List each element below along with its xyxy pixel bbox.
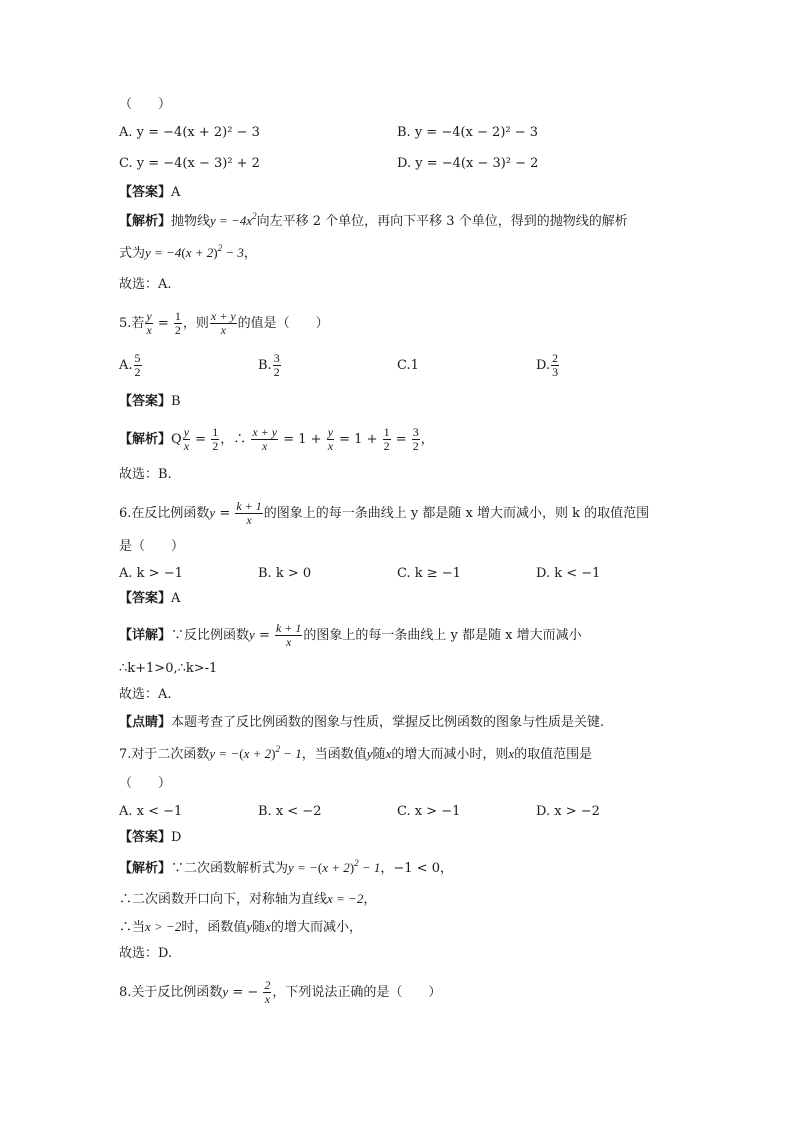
fraction: $\frac{2}{x}$: [264, 978, 271, 1006]
fraction: $\frac{y}{x}$: [183, 425, 190, 453]
q7-option-c: C. x > −1: [397, 804, 461, 819]
q6-stem-line2: 是（ ）: [119, 539, 185, 554]
text: Q: [171, 432, 182, 447]
analysis-label: 【解析】: [119, 432, 172, 447]
math-expr: y: [249, 627, 255, 642]
fraction: $\frac{k + 1}{x}$: [275, 621, 302, 649]
fraction: $\frac{1}{2}$: [212, 425, 219, 453]
answer-label: 【答案】: [119, 185, 172, 200]
math-expr: $y = -4(x + 2)^2 - 3$: [145, 243, 244, 260]
q4-option-d: D. y = −4(x − 3)² − 2: [397, 156, 539, 171]
math-var: x: [385, 746, 392, 761]
q5-option-c: C.1: [397, 358, 419, 373]
label: D.: [536, 358, 551, 373]
text: 5.若: [119, 316, 145, 331]
text: 的增大而减小，: [270, 920, 362, 935]
text: 随: [372, 747, 386, 762]
text: 的图象上的每一条曲线上 y 都是随 x 增大而减小，则 k 的取值范围: [263, 506, 650, 521]
label: A.: [119, 358, 133, 373]
text: 6.在反比例函数: [119, 506, 210, 521]
text: ∴二次函数开口向下，对称轴为直线: [119, 892, 328, 907]
fraction: $\frac{3}{2}$: [273, 351, 280, 379]
math-expr: y: [209, 505, 216, 520]
answer-value: D: [171, 830, 182, 845]
detail-label: 【详解】: [119, 628, 172, 643]
analysis-label: 【解析】: [119, 861, 172, 876]
q4-paren: （ ）: [119, 97, 172, 112]
text: ，: [420, 432, 434, 447]
text: ∵二次函数解析式为: [171, 861, 289, 876]
q7-analysis-line1: [119, 859, 453, 878]
q6-detail: 【详解】∵反比例函数y = $\frac{k + 1}{x}$ 的图象上的每一条曲线上 y 都是随 x 增大而减小: [119, 621, 582, 649]
fraction: $\frac{x + y}{x}$: [210, 309, 236, 337]
q5-option-d: [536, 352, 560, 379]
text: ∴当: [119, 920, 146, 935]
text: 的取值范围是: [514, 747, 593, 762]
answer-value: B: [171, 394, 181, 409]
q5-stem: 5.若 $\frac{y}{x}$ = $\frac{1}{2}$ ，则 $\frac{x + y}{x}$ 的值是（ ）: [119, 309, 329, 337]
fraction: $\frac{1}{2}$: [383, 425, 390, 453]
q7-stem-line1: [119, 745, 592, 764]
math-var: x: [265, 919, 271, 934]
q6-choice: 故选：A.: [119, 687, 172, 702]
q7-option-a: A. x < −1: [119, 804, 183, 819]
text: 本题考查了反比例函数的图象与性质，掌握反比例函数的图象与性质是关键.: [171, 715, 605, 730]
text: ，下列说法正确的是（ ）: [272, 985, 442, 1000]
text: ，∴: [220, 432, 247, 447]
math-expr: y: [222, 984, 229, 999]
q4-analysis-line2: [119, 244, 257, 263]
fraction: $\frac{x + y}{x}$: [252, 425, 278, 453]
fraction: $\frac{3}{2}$: [412, 425, 419, 453]
q4-option-a: A. y = −4(x + 2)² − 3: [119, 125, 260, 140]
fraction: $\frac{5}{2}$: [134, 351, 141, 379]
math-var: y: [246, 919, 253, 934]
text: ∵反比例函数: [171, 628, 250, 643]
text: 随: [252, 920, 266, 935]
q4-option-b: B. y = −4(x − 2)² − 3: [397, 125, 539, 140]
text: 7.对于二次函数: [119, 747, 210, 762]
q5-option-b: [258, 352, 282, 379]
text: 式为: [119, 246, 146, 261]
fraction: $\frac{2}{3}$: [552, 351, 559, 379]
fraction: $\frac{k + 1}{x}$: [236, 499, 262, 527]
q5-analysis: 【解析】Q $\frac{y}{x}$ = $\frac{1}{2}$ ，∴ $\frac{x + y}{x}$ = 1 + $\frac{y}{x}$ = 1 + $\frac{1}{2}$ = $\frac{3}{2}$ ，: [119, 425, 434, 453]
q5-option-a: [119, 352, 143, 379]
q5-answer: [119, 393, 181, 411]
comment-label: 【点睛】: [119, 715, 172, 730]
fraction: $\frac{y}{x}$: [146, 309, 152, 337]
answer-value: A: [171, 591, 181, 606]
text: 时，函数值: [181, 920, 247, 935]
answer-label: 【答案】: [119, 591, 172, 606]
q6-step: ∴k+1>0,∴k>-1: [119, 661, 218, 676]
q7-option-b: B. x < −2: [258, 804, 322, 819]
answer-value: A: [171, 185, 181, 200]
q7-choice: 故选：D.: [119, 946, 173, 961]
text: 抛物线: [171, 214, 211, 229]
math-var: y: [366, 746, 373, 761]
q7-answer: [119, 829, 181, 847]
q6-option-b: B. k > 0: [258, 566, 312, 581]
q6-stem-line1: 6.在反比例函数y = $\frac{k + 1}{x}$ 的图象上的每一条曲线上 y 都是随 x 增大而减小，则 k 的取值范围: [119, 499, 650, 527]
text: ，: [363, 892, 377, 907]
math-expr: x = −2: [327, 891, 364, 906]
text: ，: [243, 246, 257, 261]
text: ，则: [182, 316, 209, 331]
q6-answer: [119, 590, 180, 608]
q6-option-c: C. k ≥ −1: [397, 566, 461, 581]
q6-comment: [119, 714, 604, 732]
q8-stem: 8.关于反比例函数y = − $\frac{2}{x}$ ，下列说法正确的是（ ）: [119, 978, 442, 1006]
text: 8.关于反比例函数: [119, 985, 223, 1000]
q7-analysis-line3: [119, 918, 362, 937]
math-expr: $y = -4x^2$: [210, 211, 257, 228]
q6-option-a: A. k > −1: [119, 566, 183, 581]
answer-label: 【答案】: [119, 394, 172, 409]
answer-label: 【答案】: [119, 830, 172, 845]
text: 向左平移 2 个单位，再向下平移 3 个单位，得到的抛物线的解析: [256, 214, 628, 229]
math-expr: x > −2: [145, 919, 182, 934]
math-expr: $y = -(x + 2)^2 - 1$: [288, 858, 381, 875]
text: 的增大而减小时，则: [391, 747, 509, 762]
fraction: $\frac{y}{x}$: [327, 425, 334, 453]
analysis-label: 【解析】: [119, 214, 172, 229]
q4-option-c: C. y = −4(x − 3)² + 2: [119, 156, 260, 171]
text: 的值是（ ）: [237, 316, 329, 331]
fraction: $\frac{1}{2}$: [174, 309, 181, 337]
q7-analysis-line2: [119, 890, 376, 909]
math-var: x: [508, 746, 515, 761]
text: ，当函数值: [301, 747, 367, 762]
q5-choice: 故选：B.: [119, 467, 172, 482]
q7-paren: （ ）: [119, 776, 172, 791]
q4-answer: [119, 184, 180, 202]
q4-choice: 故选：A.: [119, 277, 172, 292]
q6-option-d: D. k < −1: [536, 566, 601, 581]
q7-option-d: D. x > −2: [536, 804, 600, 819]
text: 的图象上的每一条曲线上 y 都是随 x 增大而减小: [303, 628, 582, 643]
text: ，−1 < 0，: [380, 861, 453, 876]
q4-analysis-line1: [119, 212, 628, 231]
label: B.: [258, 358, 272, 373]
math-expr: $y = -(x + 2)^2 - 1$: [209, 744, 302, 761]
